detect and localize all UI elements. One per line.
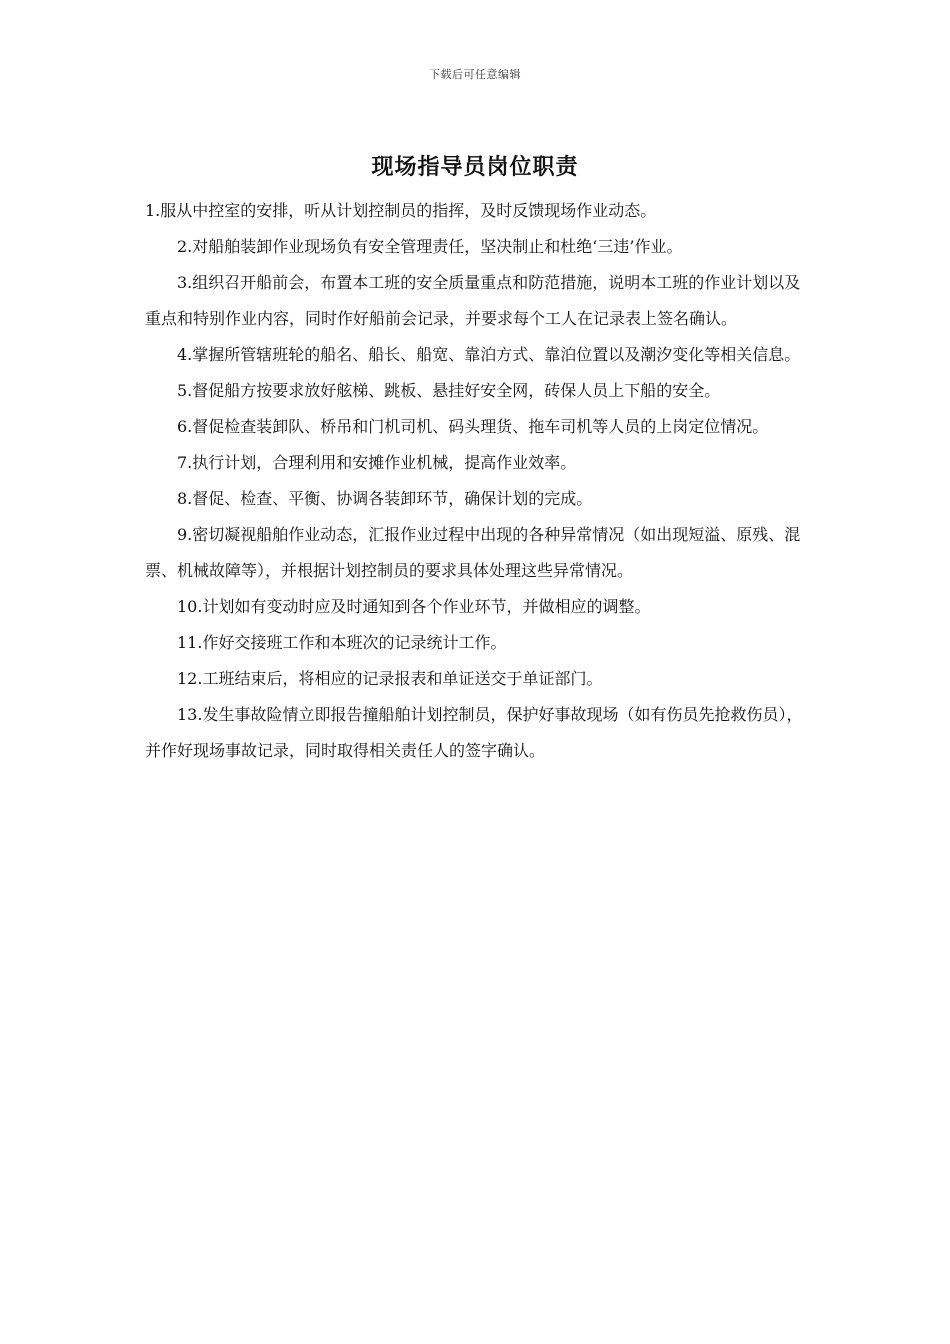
paragraph-1: 1.服从中控室的安排，听从计划控制员的指挥，及时反馈现场作业动态。	[145, 201, 657, 220]
paragraph-4: 4.掌握所管辖班轮的船名、船长、船宽、靠泊方式、靠泊位置以及潮汐变化等相关信息。	[177, 345, 801, 364]
paragraph-7: 7.执行计划，合理利用和安摊作业机械，提高作业效率。	[177, 453, 577, 472]
document-body	[145, 193, 815, 769]
paragraph-5: 5.督促船方按要求放好舷梯、跳板、悬挂好安全网，砖保人员上下船的安全。	[177, 381, 721, 400]
document-title: 现场指导员岗位职责	[371, 155, 579, 180]
paragraph-3: 3.组织召开船前会，布置本工班的安全质量重点和防范措施，说明本工班的作业计划以及重点和特别作业内容，同时作好船前会记录，并要求每个工人在记录表上签名确认。	[145, 273, 801, 328]
header-note: 下载后可任意编辑	[429, 68, 521, 81]
paragraph-8: 8.督促、检查、平衡、协调各装卸环节，确保计划的完成。	[177, 489, 593, 508]
paragraph-6: 6.督促检查装卸队、桥吊和门机司机、码头理货、拖车司机等人员的上岗定位情况。	[177, 417, 769, 436]
paragraph-10: 10.计划如有变动时应及时通知到各个作业环节，并做相应的调整。	[177, 597, 651, 616]
paragraph-12: 12.工班结束后，将相应的记录报表和单证送交于单证部门。	[177, 669, 603, 688]
paragraph-2: 2.对船舶装卸作业现场负有安全管理责任，坚决制止和杜绝‘三违’作业。	[177, 237, 683, 256]
paragraph-9: 9.密切凝视船舶作业动态，汇报作业过程中出现的各种异常情况（如出现短溢、原残、混票、机械故障等），并根据计划控制员的要求具体处理这些异常情况。	[145, 525, 801, 580]
paragraph-13: 13.发生事故险情立即报告撞船舶计划控制员，保护好事故现场（如有伤员先抢救伤员），并作好现场事故记录，同时取得相关责任人的签字确认。	[145, 705, 803, 760]
paragraph-11: 11.作好交接班工作和本班次的记录统计工作。	[177, 633, 507, 652]
